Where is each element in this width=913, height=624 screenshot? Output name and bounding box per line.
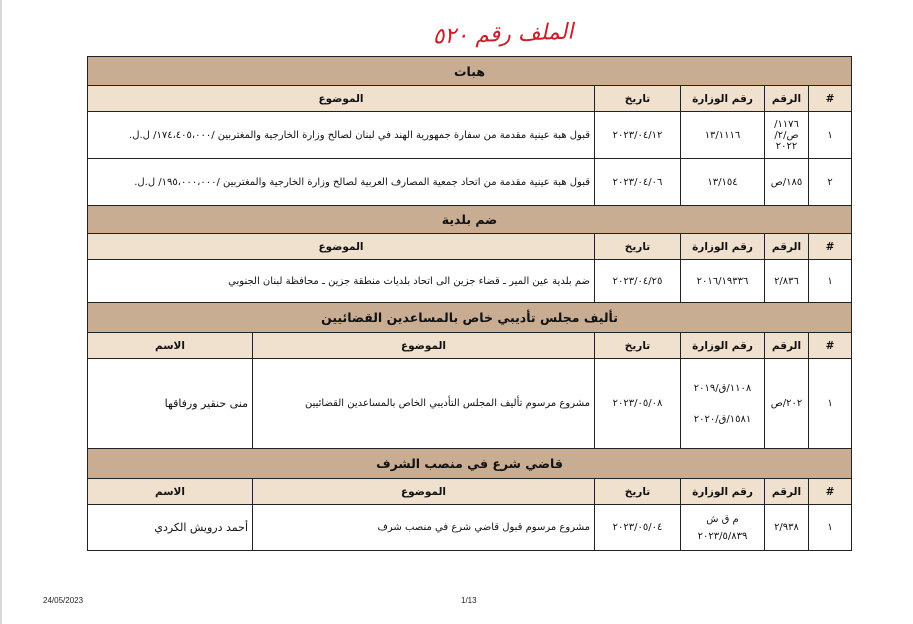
header-subject: الموضوع [253, 479, 595, 505]
ministry-number-line-2: ٢٠٢٣/٥/٨٣٩ [697, 530, 748, 542]
row-number: ١٨٥/ص [765, 159, 809, 206]
row-date: ٢٠٢٣/٠٥/٠٨ [595, 359, 681, 449]
row-index: ١ [809, 112, 852, 159]
footer-date: 24/05/2023 [43, 596, 84, 605]
page-edge [0, 0, 2, 624]
header-date: تاريخ [595, 86, 681, 112]
row-subject: مشروع مرسوم تأليف المجلس التأديبي الخاص بالمساعدين القضائيين [253, 359, 595, 449]
header-subject: الموضوع [253, 333, 595, 359]
row-number: ٢/٩٣٨ [765, 505, 809, 551]
table-row [88, 159, 852, 206]
row-index: ١ [809, 359, 852, 449]
ministry-number-line-2: ١٥٨١/ق/٢٠٢٠ [693, 413, 752, 425]
row-index: ١ [809, 505, 852, 551]
row-number: ١١٧٦/ص/٢/ ٢٠٢٢ [765, 112, 809, 159]
table-row [88, 505, 852, 551]
section-title-disciplinary-council: تأليف مجلس تأديبي خاص بالمساعدين القضائيين [88, 303, 852, 333]
ministry-number-line-1: م ق ش [706, 513, 739, 525]
header-hash: # [809, 333, 852, 359]
row-date: ٢٠٢٣/٠٤/٠٦ [595, 159, 681, 206]
header-number: الرقم [765, 234, 809, 260]
row-number: ٢٠٢/ص [765, 359, 809, 449]
header-subject: الموضوع [88, 86, 595, 112]
ministry-number-line-1: ١١٠٨/ق/٢٠١٩ [693, 382, 752, 394]
footer-page-number: 1/13 [461, 596, 477, 605]
row-subject: قبول هبة عينية مقدمة من اتحاد جمعية المصارف العربية لصالح وزارة الخارجية والمغتربين /١٩٥،٠٠٠،٠٠٠/ ل.ل. [88, 159, 595, 206]
row-index: ٢ [809, 159, 852, 206]
row-date: ٢٠٢٣/٠٤/٢٥ [595, 260, 681, 303]
header-number: الرقم [765, 86, 809, 112]
row-ministry-number [681, 359, 765, 449]
header-subject: الموضوع [88, 234, 595, 260]
row-subject: مشروع مرسوم قبول قاضي شرع في منصب شرف [253, 505, 595, 551]
row-ministry-number: ١٣/١١١٦ [681, 112, 765, 159]
table-row [88, 359, 852, 449]
row-subject: ضم بلدية عين المير ـ قضاء جزين الى اتحاد بلديات منطقة جزين ـ محافظة لبنان الجنوبي [88, 260, 595, 303]
header-hash: # [809, 479, 852, 505]
header-ministry-number: رقم الوزارة [681, 86, 765, 112]
header-number: الرقم [765, 333, 809, 359]
header-ministry-number: رقم الوزارة [681, 333, 765, 359]
row-index: ١ [809, 260, 852, 303]
row-name: أحمد درويش الكردي [88, 505, 253, 551]
row-name: منى حنقير ورفاقها [88, 359, 253, 449]
header-hash: # [809, 86, 852, 112]
section-title-municipality-merge: ضم بلدية [88, 206, 852, 234]
row-subject: قبول هبة عينية مقدمة من سفارة جمهورية الهند في لبنان لصالح وزارة الخارجية والمغتربين /١٧٤،٤٠٥،٠٠٠/ ل.ل. [88, 112, 595, 159]
header-ministry-number: رقم الوزارة [681, 479, 765, 505]
header-date: تاريخ [595, 234, 681, 260]
header-number: الرقم [765, 479, 809, 505]
row-date: ٢٠٢٣/٠٤/١٢ [595, 112, 681, 159]
section-title-sharia-judge: قاضي شرع في منصب الشرف [88, 449, 852, 479]
row-ministry-number: ١٣/١٥٤ [681, 159, 765, 206]
header-name: الاسم [88, 333, 253, 359]
header-date: تاريخ [595, 333, 681, 359]
table-row [88, 260, 852, 303]
row-number: ٢/٨٣٦ [765, 260, 809, 303]
handwritten-note: الملف رقم ٥٢٠ [432, 19, 574, 50]
row-ministry-number [681, 505, 765, 551]
header-name: الاسم [88, 479, 253, 505]
row-date: ٢٠٢٣/٠٥/٠٤ [595, 505, 681, 551]
header-ministry-number: رقم الوزارة [681, 234, 765, 260]
row-ministry-number: ٢٠١٦/١٩٣٣٦ [681, 260, 765, 303]
section-title-gifts: هبات [88, 57, 852, 86]
table-row [88, 112, 852, 159]
header-hash: # [809, 234, 852, 260]
header-date: تاريخ [595, 479, 681, 505]
document-table [87, 56, 852, 551]
